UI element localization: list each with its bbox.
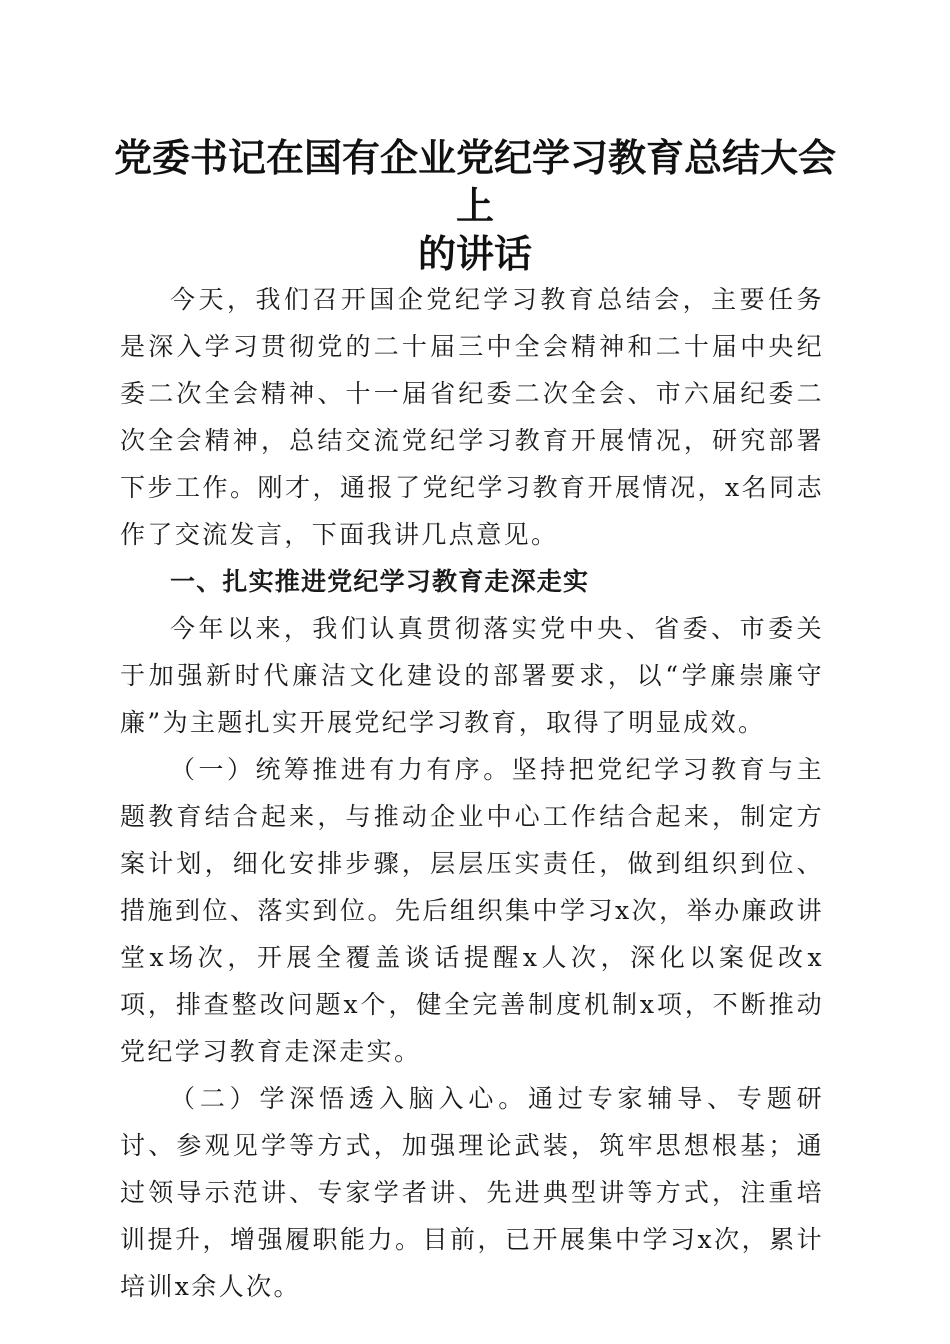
document-title xyxy=(100,134,850,278)
item-2-body: 通过专家辅导、专题研讨、参观见学等方式，加强理论武装，筑牢思想根基；通过领导示范讲、专家学者讲、先进典型讲等方式，注重培训提升，增强履职能力。目前，已开展集中学习x次，累计培训x余人次。 xyxy=(120,1084,824,1301)
intro-paragraph: 今天，我们召开国企党纪学习教育总结会，主要任务是深入学习贯彻党的二十届三中全会精神和二十届中央纪委二次全会精神、十一届省纪委二次全会、市六届纪委二次全会精神，总结交流党纪学习教育开展情况，研究部署下步工作。刚才，通报了党纪学习教育开展情况，x名同志作了交流发言，下面我讲几点意见。 xyxy=(120,285,824,549)
title-line-1: 党委书记在国有企业党纪学习教育总结大会上 xyxy=(113,135,836,228)
section-1-intro-paragraph: 今年以来，我们认真贯彻落实党中央、省委、市委关于加强新时代廉洁文化建设的部署要求，以“学廉崇廉守廉”为主题扎实开展党纪学习教育，取得了明显成效。 xyxy=(120,614,824,737)
item-2-title: （二）学深悟透入脑入心。 xyxy=(170,1084,529,1113)
item-1-title: （一）统筹推进有力有序。 xyxy=(170,755,512,784)
item-2-paragraph xyxy=(120,1075,824,1310)
title-line-2: 的讲话 xyxy=(417,231,532,276)
document-body xyxy=(120,276,824,1310)
section-heading-1: 一、扎实推进党纪学习教育走深走实 xyxy=(170,567,590,596)
item-1-paragraph xyxy=(120,746,824,1075)
item-1-body: 坚持把党纪学习教育与主题教育结合起来，与推动企业中心工作结合起来，制定方案计划，细化安排步骤，层层压实责任，做到组织到位、措施到位、落实到位。先后组织集中学习x次，举办廉政讲堂x场次，开展全覆盖谈话提醒x人次，深化以案促改x项，排查整改问题x个，健全完善制度机制x项，不断推动党纪学习教育走深走实。 xyxy=(120,755,824,1066)
